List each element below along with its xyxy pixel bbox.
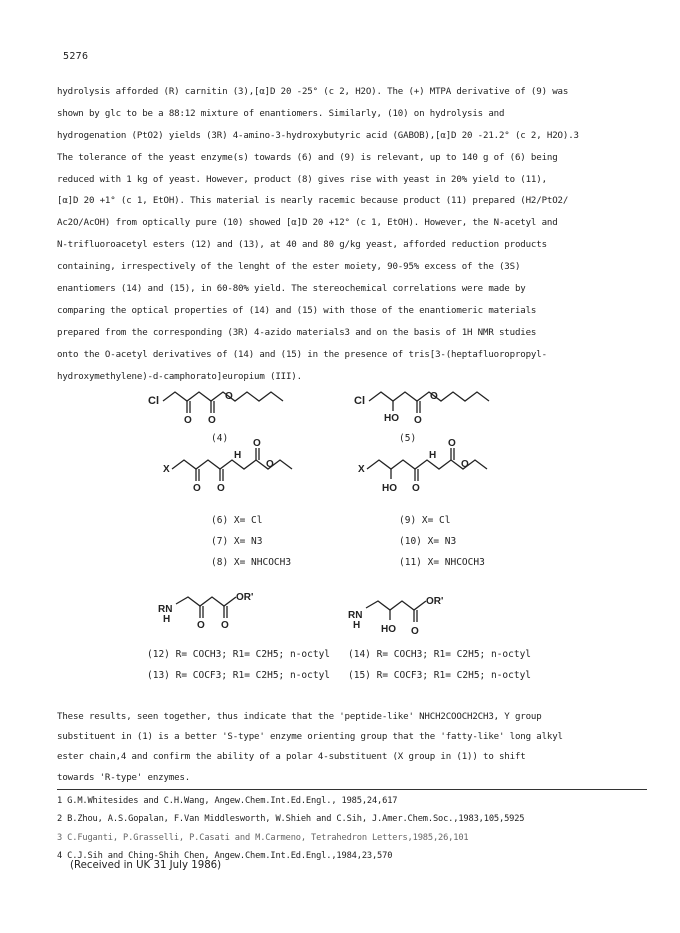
h-label: H xyxy=(353,620,361,631)
reference-item: 4 C.J.Sih and Ching-Shih Chen, Angew.Chem.Int.Ed.Engl.,1984,23,570 xyxy=(57,851,393,862)
or-label: OR' xyxy=(236,592,254,603)
results-paragraph xyxy=(57,707,647,788)
h-label: H xyxy=(163,614,171,625)
ho-label: HO xyxy=(381,624,396,635)
compound-label-11: (11) X= NHCOCH3 xyxy=(399,557,485,568)
o-label: O xyxy=(193,483,201,494)
cl-label: Cl xyxy=(148,395,159,407)
body-line: Ac2O/AcOH) from optically pure (10) showed [α]D 20 +12° (c 1, EtOH). However, the N-acetyl and xyxy=(57,218,558,229)
o-label: O xyxy=(412,483,420,494)
or-label: OR' xyxy=(426,596,444,607)
compound-label-7: (7) X= N3 xyxy=(211,536,263,547)
o-label: O xyxy=(448,438,456,449)
compound-label-6: (6) X= Cl xyxy=(211,515,263,526)
structure-5 xyxy=(354,391,489,426)
body-line: enantiomers (14) and (15), in 60-80% yield. The stereochemical correlations were made by xyxy=(57,284,526,295)
h-label: H xyxy=(429,450,437,461)
o-label: O xyxy=(221,620,229,631)
h-label: H xyxy=(234,450,242,461)
cl-label: Cl xyxy=(354,395,365,407)
compound-label-5: (5) xyxy=(399,433,417,444)
o-label: O xyxy=(225,391,233,402)
results-line: towards 'R-type' enzymes. xyxy=(57,772,191,783)
compound-label-4: (4) xyxy=(211,433,229,444)
body-line: comparing the optical properties of (14) and (15) with those of the enantiomeric materials xyxy=(57,305,537,316)
compound-label-15: (15) R= COCF3; R1= C2H5; n-octyl xyxy=(348,670,532,681)
body-line: reduced with 1 kg of yeast. However, product (8) gives rise with yeast in 20% yield to (11), xyxy=(57,174,547,185)
o-label: O xyxy=(430,391,438,402)
compound-label-14: (14) R= COCH3; R1= C2H5; n-octyl xyxy=(348,649,532,660)
reference-item: 1 G.M.Whitesides and C.H.Wang, Angew.Chem.Int.Ed.Engl., 1985,24,617 xyxy=(57,796,398,806)
compound-label-10: (10) X= N3 xyxy=(399,536,457,547)
x-label: X xyxy=(358,464,365,475)
body-line: prepared from the corresponding (3R) 4-azido materials3 and on the basis of 1H NMR studies xyxy=(57,327,537,338)
o-label: O xyxy=(197,620,205,631)
x-label: X xyxy=(163,464,170,475)
structure-14-15 xyxy=(348,596,443,637)
structure-9-11 xyxy=(358,438,487,494)
compound-label-8: (8) X= NHCOCH3 xyxy=(211,557,292,568)
footnote-divider xyxy=(57,789,647,790)
body-line: onto the O-acetyl derivatives of (14) and (15) in the presence of tris[3-(heptafluoropropyl- xyxy=(57,349,547,360)
reference-item: 3 C.Fuganti, P.Grasselli, P.Casati and M.Carmeno, Tetrahedron Letters,1985,26,101 xyxy=(57,832,469,843)
o-label: O xyxy=(208,415,216,426)
body-line: hydrogenation (PtO2) yields (3R) 4-amino-3-hydroxybutyric acid (GABOB),[α]D 20 -21.2° (c 2, H2O).3 xyxy=(57,130,579,141)
body-line: hydrolysis afforded (R) carnitin (3),[α]D 20 -25° (c 2, H2O). The (+) MTPA derivative of (9) was xyxy=(57,87,569,97)
o-label: O xyxy=(411,626,419,637)
body-line: N-trifluoroacetyl esters (12) and (13), at 40 and 80 g/kg yeast, afforded reduction products xyxy=(57,240,547,251)
o-label: O xyxy=(253,438,261,449)
body-line: [α]D 20 +1° (c 1, EtOH). This material is nearly racemic because product (11) prepared (H2/PtO2/ xyxy=(57,196,569,207)
references xyxy=(57,792,657,866)
structure-6-8 xyxy=(163,438,292,494)
o-label: O xyxy=(184,415,192,426)
o-label: O xyxy=(461,459,469,470)
o-label: O xyxy=(414,415,422,426)
o-label: O xyxy=(266,459,274,470)
body-line: The tolerance of the yeast enzyme(s) towards (6) and (9) is relevant, up to 140 g of (6) being xyxy=(57,152,558,163)
results-line: These results, seen together, thus indicate that the 'peptide-like' NHCH2COOCH2CH3, Y group xyxy=(57,712,542,722)
body-line: shown by glc to be a 88:12 mixture of enantiomers. Similarly, (10) on hydrolysis and xyxy=(57,108,505,119)
reference-item: 2 B.Zhou, A.S.Gopalan, F.Van Middlesworth, W.Shieh and C.Sih, J.Amer.Chem.Soc.,1983,105,5925 xyxy=(57,814,525,825)
results-line: ester chain,4 and confirm the ability of a polar 4-substituent (X group in (1)) to shift xyxy=(57,752,526,763)
rn-label: RN xyxy=(348,610,363,621)
ho-label: HO xyxy=(384,413,399,424)
body-line: hydroxymethylene)-d-camphorato]europium (III). xyxy=(57,371,302,382)
ho-label: HO xyxy=(382,483,397,494)
o-label: O xyxy=(217,483,225,494)
page-number: 5276 xyxy=(63,51,89,62)
compound-label-9: (9) X= Cl xyxy=(399,515,451,526)
compound-label-13: (13) R= COCF3; R1= C2H5; n-octyl xyxy=(147,670,331,681)
received-date: (Received in UK 31 July 1986) xyxy=(70,860,222,871)
rn-label: RN xyxy=(158,604,173,615)
structure-12-13 xyxy=(158,592,253,631)
body-line: containing, irrespectively of the lenght of the ester moiety, 90-95% excess of the (3S) xyxy=(57,262,521,273)
compound-label-12: (12) R= COCH3; R1= C2H5; n-octyl xyxy=(147,649,331,660)
structure-4 xyxy=(148,391,283,426)
results-line: substituent in (1) is a better 'S-type' enzyme orienting group that the 'fatty-like' long alkyl xyxy=(57,732,563,743)
